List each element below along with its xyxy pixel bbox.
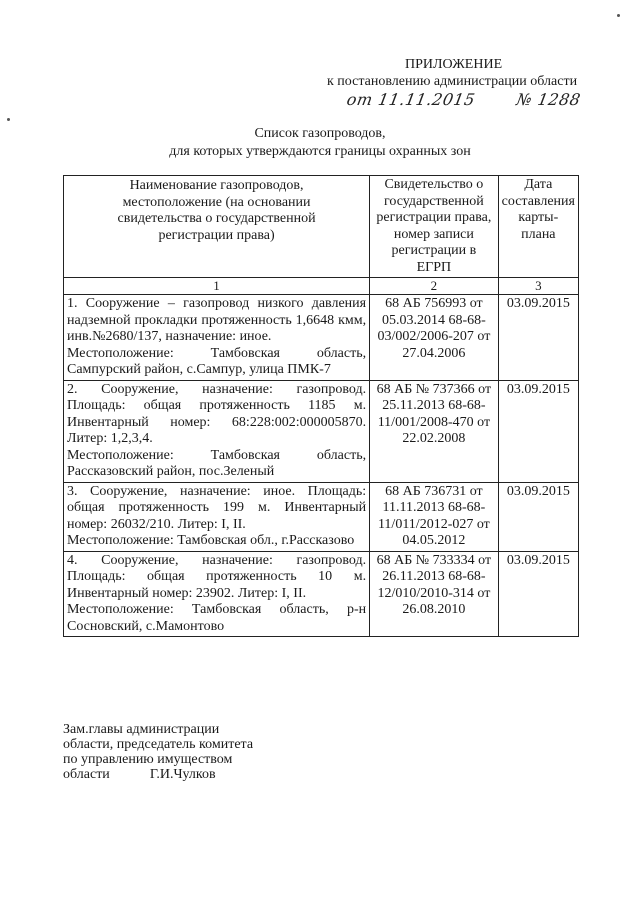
certificate-cell: 68 АБ № 733334 от 26.11.2013 68-68-12/010/2010-314 от 26.08.2010 — [370, 551, 499, 637]
pipelines-table — [63, 175, 579, 637]
table-row — [64, 551, 579, 637]
appendix-heading: ПРИЛОЖЕНИЕ — [405, 57, 503, 72]
date-cell: 03.09.2015 — [498, 380, 578, 482]
pipeline-cell — [64, 551, 370, 637]
handwritten-date-number — [345, 90, 582, 109]
table-row — [64, 380, 579, 482]
pipeline-description: 2. Сооружение, назначение: газопровод. Площадь: общая протяженность 1185 м. Инвентарный номер: 68:228:002:000005870. Литер: 1,2,3,4. — [67, 381, 367, 446]
handwritten-date: от 11.11.2015 — [345, 90, 477, 109]
list-title-line1: Список газопроводов, — [254, 126, 386, 141]
signature-line: по управлению имуществом — [63, 752, 233, 767]
table-header-row — [64, 176, 579, 278]
pipeline-description: 3. Сооружение, назначение: иное. Площадь: общая протяженность 199 м. Инвентарный номер: 26032/210. Литер: I, II. — [67, 483, 367, 532]
scan-speck — [7, 118, 10, 121]
header-name-location: Наименование газопроводов, местоположение (на основании свидетельства о государственной регистрации права) — [64, 176, 370, 278]
pipeline-location: Местоположение: Тамбовская область, Сампурский район, с.Сампур, улица ПМК-7 — [67, 345, 367, 377]
table-row — [64, 482, 579, 551]
date-cell: 03.09.2015 — [498, 551, 578, 637]
signature-line: области — [63, 767, 110, 782]
signature-line: области, председатель комитета — [63, 737, 254, 752]
pipeline-location: Местоположение: Тамбовская область, р-н Сосновский, с.Мамонтово — [67, 602, 367, 634]
header-date: Дата составления карты-плана — [498, 176, 578, 278]
pipeline-description: 1. Сооружение – газопровод низкого давления надземной прокладки протяженность 1,6648 кмм, инв.№2680/137, назначение: иное. — [67, 296, 367, 344]
list-title-line2: для которых утверждаются границы охранных зон — [169, 144, 471, 159]
signature-line: Зам.главы администрации — [63, 722, 220, 737]
resolution-reference: к постановлению администрации области — [327, 74, 578, 89]
certificate-cell: 68 АБ № 737366 от 25.11.2013 68-68-11/001/2008-470 от 22.02.2008 — [370, 380, 499, 482]
table-row — [64, 295, 579, 381]
certificate-cell: 68 АБ 736731 от 11.11.2013 68-68-11/011/2012-027 от 04.05.2012 — [370, 482, 499, 551]
scan-speck — [617, 14, 620, 17]
column-number: 3 — [498, 278, 578, 295]
signature-block — [63, 722, 253, 782]
pipeline-location: Местоположение: Тамбовская обл., г.Рассказово — [67, 533, 355, 548]
header-certificate: Свидетельство о государственной регистрации права, номер записи регистрации в ЕГРП — [370, 176, 499, 278]
signatory-name: Г.И.Чулков — [149, 767, 216, 782]
signature-last-line — [63, 767, 253, 782]
pipeline-location: Местоположение: Тамбовская область, Рассказовский район, пос.Зеленый — [67, 447, 367, 479]
pipeline-cell — [64, 380, 370, 482]
date-cell: 03.09.2015 — [498, 295, 578, 381]
column-number: 1 — [64, 278, 370, 295]
pipeline-cell — [64, 482, 370, 551]
handwritten-number: № 1288 — [514, 90, 583, 109]
column-number-row — [64, 278, 579, 295]
column-number: 2 — [370, 278, 499, 295]
certificate-cell: 68 АБ 756993 от 05.03.2014 68-68-03/002/2006-207 от 27.04.2006 — [370, 295, 499, 381]
pipeline-description: 4. Сооружение, назначение: газопровод. Площадь: общая протяженность 10 м. Инвентарный номер: 23902. Литер: I, II. — [67, 552, 367, 601]
pipeline-cell — [64, 295, 370, 381]
date-cell: 03.09.2015 — [498, 482, 578, 551]
